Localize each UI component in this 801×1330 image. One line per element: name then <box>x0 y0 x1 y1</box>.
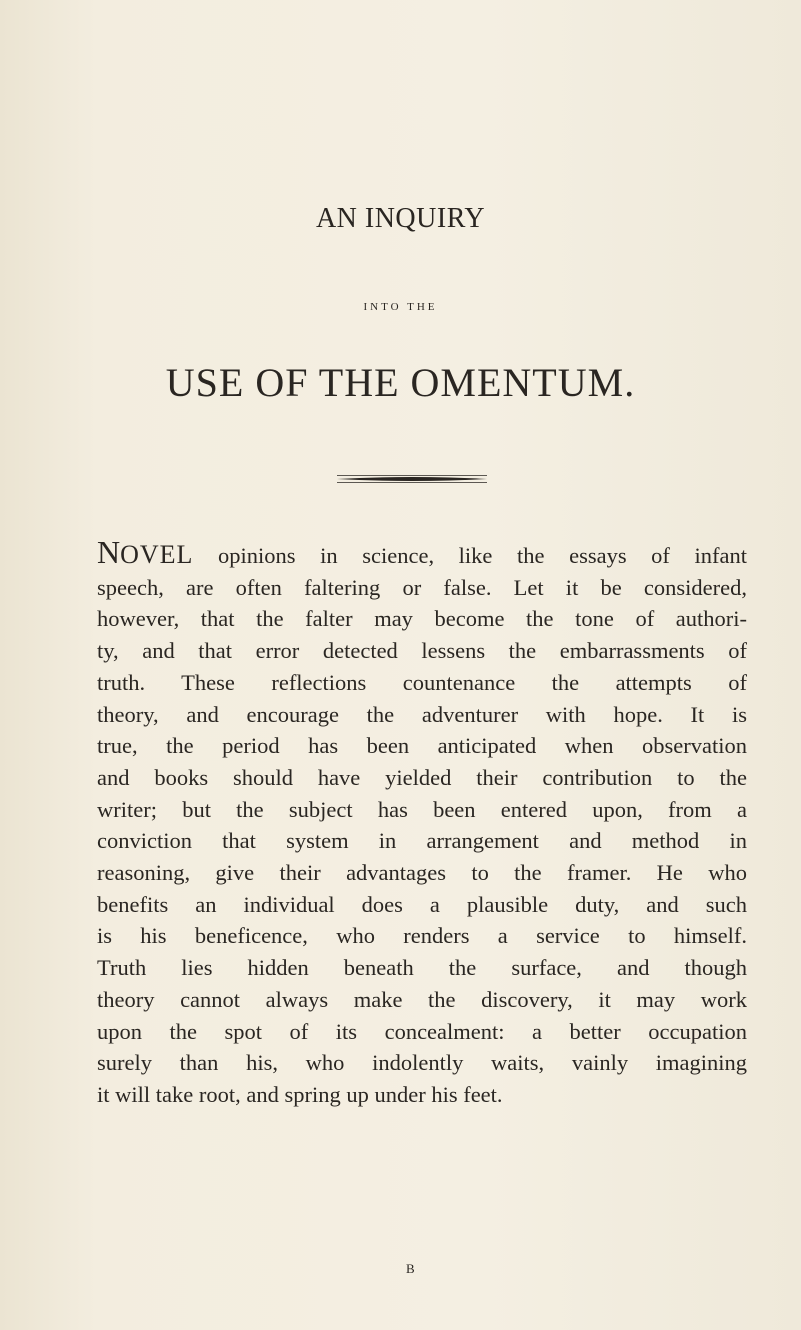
signature-mark: B <box>406 1261 415 1276</box>
body-line: conviction that system in arrangement and method in <box>97 828 747 854</box>
title-line-2: INTO THE <box>363 301 438 313</box>
body-line: and books should have yielded their contribution to the <box>97 764 747 790</box>
body-line: it will take root, and spring up under his feet. <box>97 1081 503 1107</box>
body-line: upon the spot of its concealment: a better occupation <box>97 1018 747 1044</box>
opening-word-rest: OVEL <box>120 540 194 569</box>
body-line: is his beneficence, who renders a service to himself. <box>97 923 747 949</box>
title-line-1: AN INQUIRY <box>315 203 486 234</box>
section-rule <box>337 474 487 484</box>
body-line: theory, and encourage the adventurer with hope. It is <box>97 701 747 727</box>
body-line: ty, and that error detected lessens the embarrassments of <box>97 638 747 664</box>
body-paragraph <box>97 534 747 1111</box>
body-line: theory cannot always make the discovery, it may work <box>97 986 747 1012</box>
title-line-3: USE OF THE OMENTUM. <box>165 360 636 405</box>
body-line: true, the period has been anticipated when observation <box>97 733 747 759</box>
drop-cap: N <box>97 534 121 570</box>
body-line: writer; but the subject has been entered upon, from a <box>97 796 747 822</box>
body-line-1-text: opinions in science, like the essays of infant <box>193 543 747 568</box>
body-line: however, that the falter may become the tone of authori- <box>97 606 747 632</box>
body-line: speech, are often faltering or false. Let it be considered, <box>97 574 747 600</box>
body-line: surely than his, who indolently waits, vainly imagining <box>97 1050 747 1076</box>
body-line-1 <box>97 534 747 572</box>
body-line: benefits an individual does a plausible duty, and such <box>97 891 747 917</box>
body-line: truth. These reflections countenance the attempts of <box>97 669 747 695</box>
body-line: reasoning, give their advantages to the framer. He who <box>97 860 747 886</box>
body-line: Truth lies hidden beneath the surface, and though <box>97 955 747 981</box>
